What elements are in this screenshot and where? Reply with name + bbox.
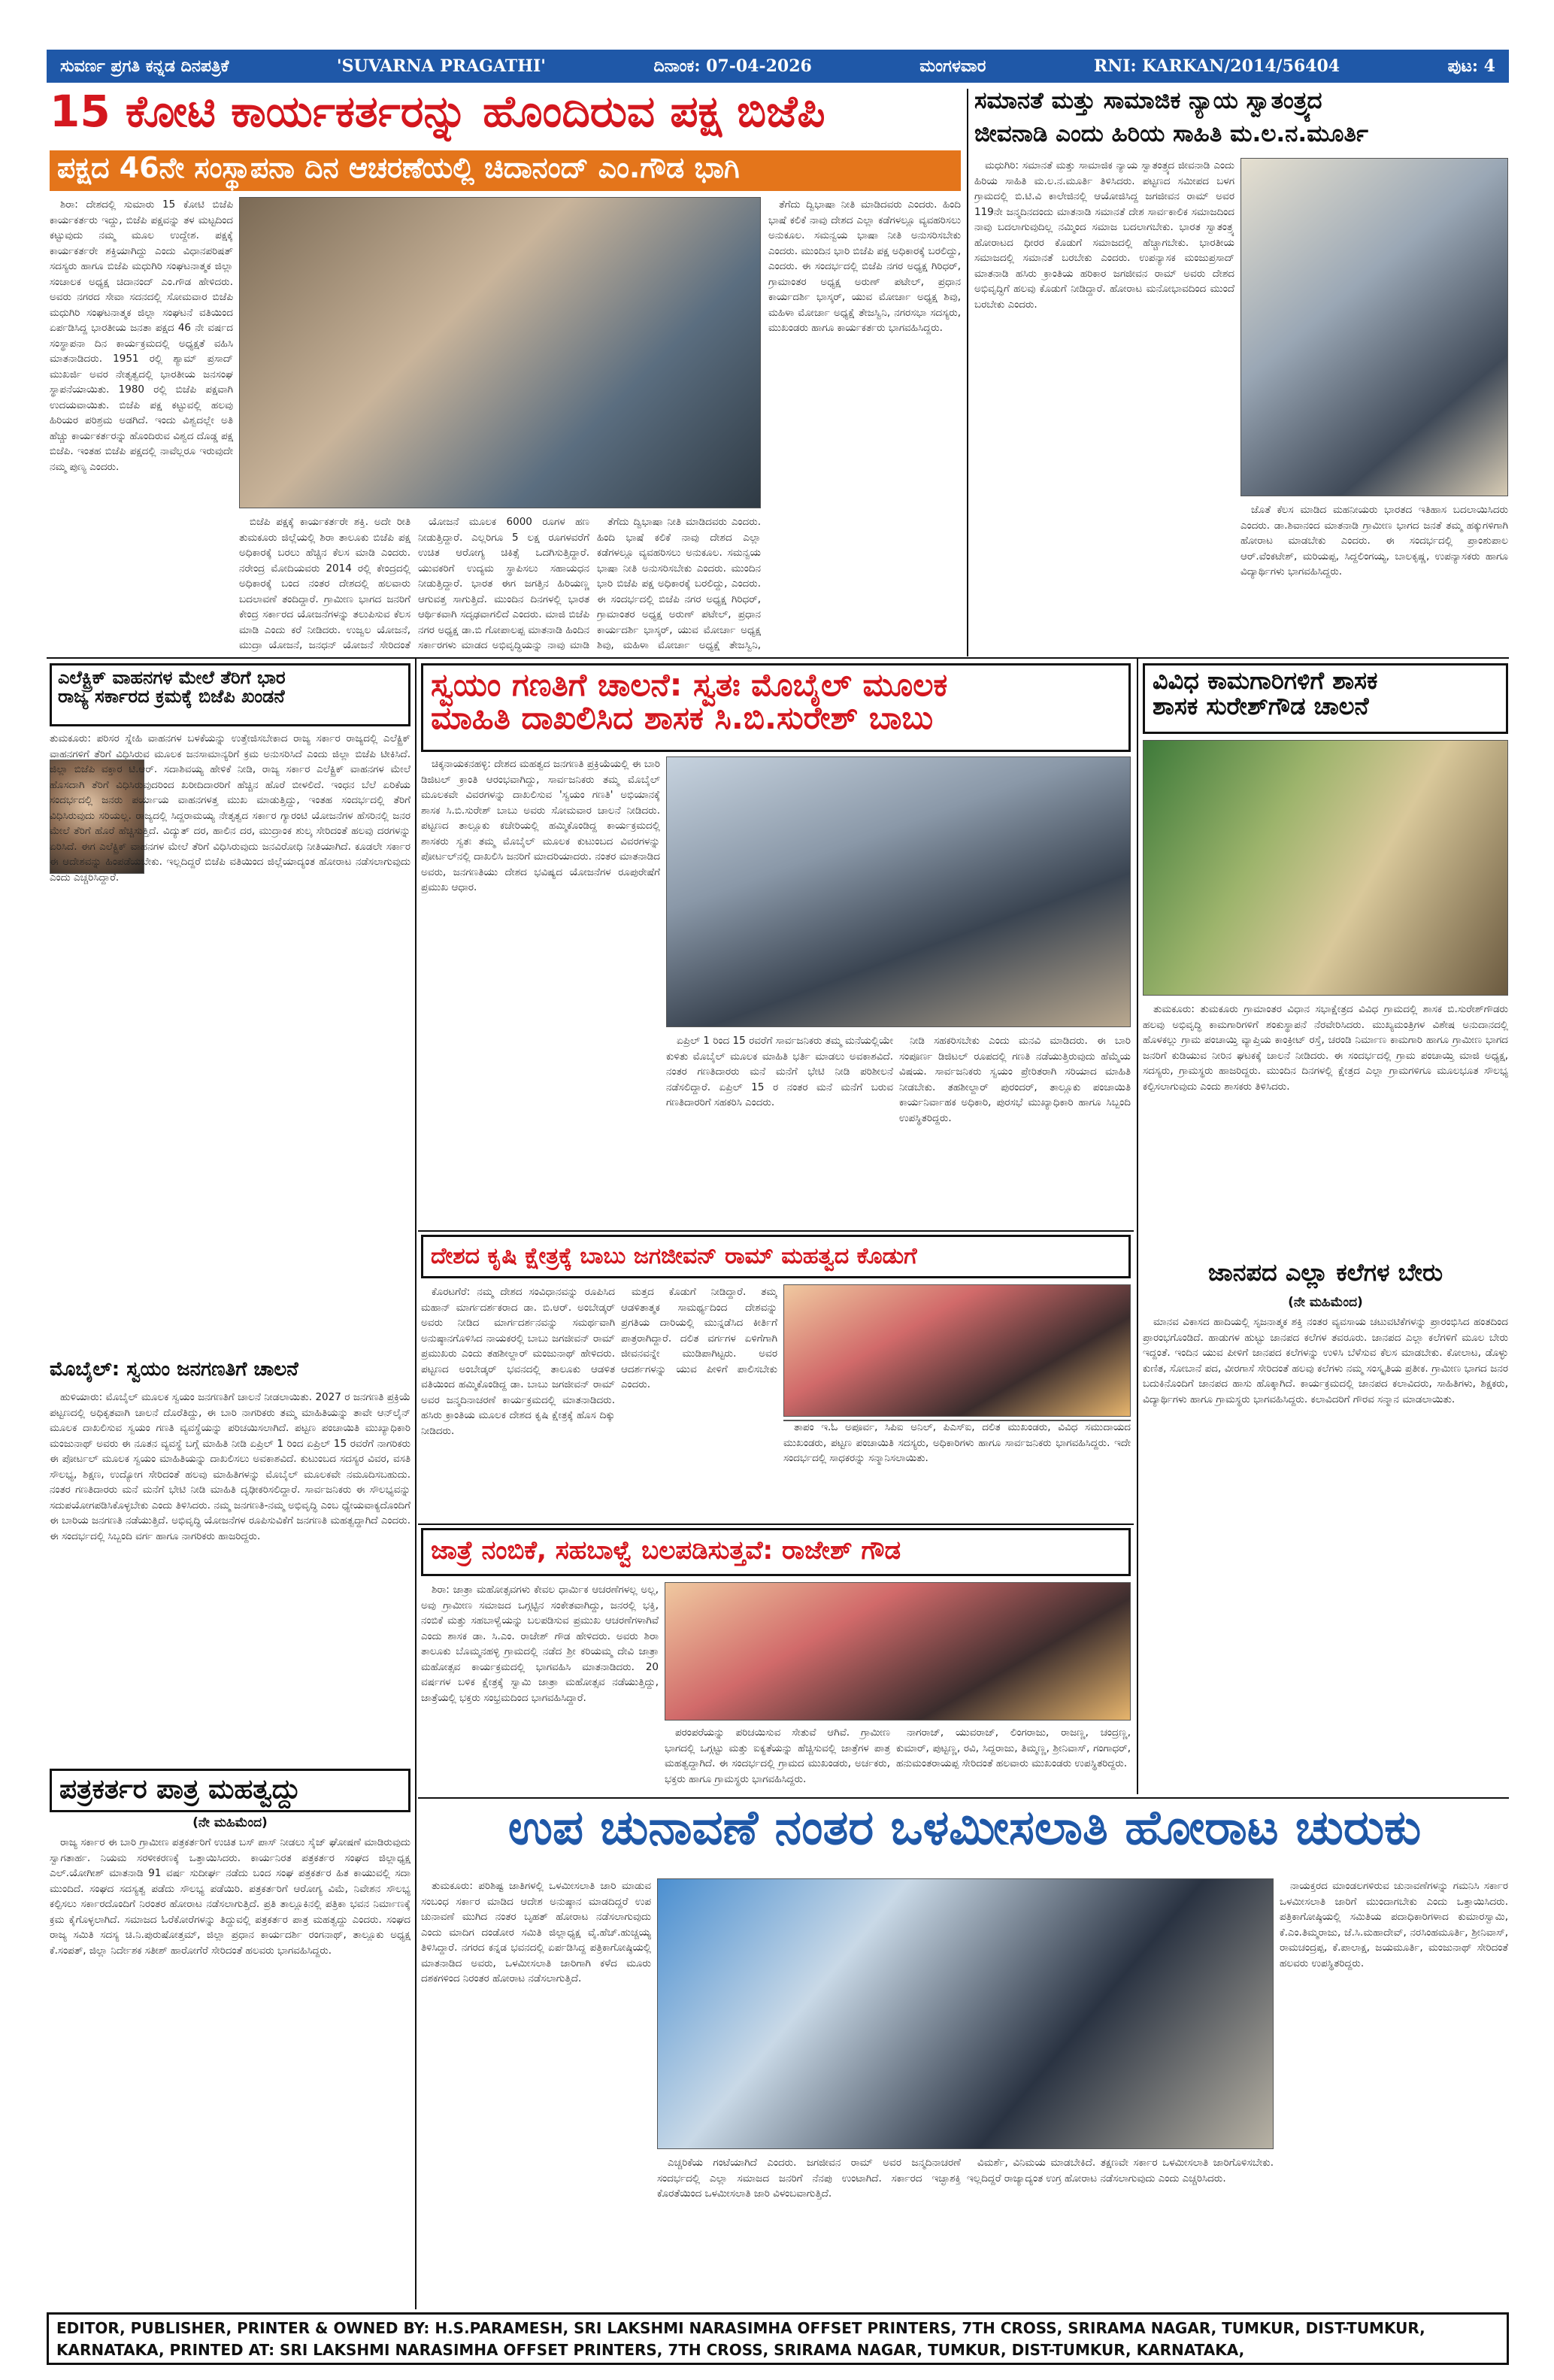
works-headline-line1: ವಿವಿಧ ಕಾಮಗಾರಿಗಳಿಗೆ ಶಾಸಕ <box>1153 666 1378 695</box>
left-rule <box>415 659 417 2309</box>
folk-text: ಮಾನವ ವಿಕಾಸದ ಹಾದಿಯಲ್ಲಿ ಸೃಜನಾತ್ಮಕ ಶಕ್ತಿ ನಂತರ ವ್ಯವಸಾಯ ಚಟುವಟಿಕೆಗಳನ್ನು ಪ್ರಾರಂಭಿಸಿದ ಹಂತದಿಂದ ಪ್ರಾರಂಭಗೊಂಡಿದೆ. ಹಾಡುಗಳ ಹುಟ್ಟು ಜಾನಪದ ಕಲೆಗಳ ತವರೂರು. ಜಾನಪದ ಎಲ್ಲಾ ಕಲೆಗಳಿಗೆ ಮೂಲ ಬೇರು ಇದ್ದಂತೆ. ಇಂದಿನ ಯುವ ಪೀಳಿಗೆ ಜಾನಪದ ಕಲೆಗಳನ್ನು ಉಳಿಸಿ ಬೆಳೆಸುವ ಕೆಲಸ ಮಾಡಬೇಕು. ಕೋಲಾಟ, ಡೊಳ್ಳು ಕುಣಿತ, ಸೋಬಾನೆ ಪದ, ವೀರಗಾಸೆ ಸೇರಿದಂತೆ ಹಲವು ಕಲೆಗಳು ನಮ್ಮ ಸಂಸ್ಕೃತಿಯ ಪ್ರತೀಕ. ಗ್ರಾಮೀಣ ಭಾಗದ ಜನರ ಬದುಕಿನೊಂದಿಗೆ ಜಾನಪದ ಹಾಸು ಹೊಕ್ಕಾಗಿದೆ. ಕಾರ್ಯಕ್ರಮದಲ್ಲಿ ಜಾನಪದ ಕಲಾವಿದರು, ಸಾಹಿತಿಗಳು, ಶಿಕ್ಷಕರು, ವಿದ್ಯಾರ್ಥಿಗಳು ಹಾಗೂ ಗ್ರಾಮಸ್ಥರು ಭಾಗವಹಿಸಿದ್ದರು. ಕಲಾವಿದರಿಗೆ ಗೌರವ ಸನ್ಮಾನ ಮಾಡಲಾಯಿತು. <box>1143 1316 1508 1405</box>
babu-rule <box>418 1230 1134 1232</box>
electric-headline-line2: ರಾಜ್ಯ ಸರ್ಕಾರದ ಕ್ರಮಕ್ಕೆ ಬಿಜೆಪಿ ಖಂಡನೆ <box>58 686 285 708</box>
census-headline <box>421 663 1131 752</box>
rni: RNI: KARKAN/2014/56404 <box>1093 56 1340 76</box>
lead-headline: 15 ಕೋಟಿ ಕಾರ್ಯಕರ್ತರನ್ನು ಹೊಂದಿರುವ ಪಕ್ಷ ಬಿಜೆಪಿ <box>50 89 825 137</box>
electric-headline <box>50 663 410 726</box>
jatre-col2-text: ಪರಂಪರೆಯನ್ನು ಪರಿಚಯಿಸುವ ಸೇತುವೆ ಆಗಿವೆ. ಗ್ರಾಮೀಣ ಭಾಗದಲ್ಲಿ ಒಗ್ಗಟ್ಟು ಮತ್ತು ಐಕ್ಯತೆಯನ್ನು ಹೆಚ್ಚಿಸುವಲ್ಲಿ ಜಾತ್ರೆಗಳ ಪಾತ್ರ ಮಹತ್ವದ್ದಾಗಿದೆ. ಈ ಸಂದರ್ಭದಲ್ಲಿ ಗ್ರಾಮದ ಮುಖಂಡರು, ಅರ್ಚಕರು, ಭಕ್ತರು ಹಾಗೂ ಗ್ರಾಮಸ್ಥರು ಭಾಗವಹಿಸಿದ್ದರು. <box>665 1727 890 1785</box>
works-photo <box>1143 740 1508 996</box>
lead-col4-text: ತೆಗೆದು ದ್ವಿಭಾಷಾ ನೀತಿ ಮಾಡಿದವರು ಎಂದರು. ಹಿಂದಿ ಭಾಷೆ ಕಲಿಕೆ ನಾವು ದೇಶದ ಎಲ್ಲಾ ಕಡೆಗಳಲ್ಲೂ ವ್ಯವಹರಿಸಲು ಅನುಕೂಲ. ಸಮನ್ವಯ ಭಾಷಾ ನೀತಿ ಅನುಸರಿಸಬೇಕು ಎಂದರು. ಮುಂದಿನ ಭಾರಿ ಬಿಜೆಪಿ ಪಕ್ಷ ಅಧಿಕಾರಕ್ಕೆ ಬರಲಿದ್ದು, ಎಂದರು. ಈ ಸಂದರ್ಭದಲ್ಲಿ ಬಿಜೆಪಿ ನಗರ ಅಧ್ಯಕ್ಷ ಗಿರಿಧರ್, ಗ್ರಾಮಾಂತರ ಅಧ್ಯಕ್ಷ ಅರುಣ್ ಪಟೇಲ್, ಪ್ರಧಾನ ಕಾರ್ಯದರ್ಶಿ ಭಾಸ್ಕರ್, ಯುವ ಮೋರ್ಚಾ ಅಧ್ಯಕ್ಷ ಶಿವು, ಮಹಿಳಾ ಮೋರ್ಚಾ ಅಧ್ಯಕ್ಷೆ ತೇಜಸ್ವಿನಿ, <box>597 516 761 651</box>
works-headline-line2: ಶಾಸಕ ಸುರೇಶ್‌ಗೌಡ ಚಾಲನೆ <box>1153 691 1369 720</box>
works-headline <box>1143 663 1508 734</box>
census-headline-line2: ಮಾಹಿತಿ ದಾಖಲಿಸಿದ ಶಾಸಕ ಸಿ.ಬಿ.ಸುರೇಶ್ ಬಾಬು <box>431 699 934 737</box>
babu-photo <box>783 1284 1131 1417</box>
jatre-col3 <box>896 1725 1131 1793</box>
works-body <box>1143 1002 1508 1257</box>
census-photo <box>666 756 1131 1027</box>
electric-headline-line1: ಎಲೆಕ್ಟ್ರಿಕ್ ವಾಹನಗಳ ಮೇಲೆ ತೆರಿಗೆ ಭಾರ <box>58 667 286 688</box>
jatre-col3-text: ನಾಗರಾಜ್, ಯುವರಾಜ್, ಲಿಂಗರಾಜು, ರಾಜಣ್ಣ, ಚಂದ್ರಣ್ಣ, ಕುಮಾರ್, ಪುಟ್ಟಣ್ಣ, ರವಿ, ಸಿದ್ದರಾಜು, ತಿಮ್ಮಣ್ಣ, ಶ್ರೀನಿವಾಸ್, ಗಂಗಾಧರ್, ಹನುಮಂತರಾಯಪ್ಪ ಸೇರಿದಂತೆ ಹಲವಾರು ಮುಖಂಡರು ಉಪಸ್ಥಿತರಿದ್ದರು. <box>896 1727 1131 1769</box>
upa-col4-text: ನಾಯಕ್ತರದ ಮಾಂಡಲಗಳಿರುವ ಚುನಾವಣೆಗಳನ್ನು ಗಮನಿಸಿ ಸರ್ಕಾರ ಒಳಮೀಸಲಾತಿ ಜಾರಿಗೆ ಮುಂದಾಗಬೇಕು ಎಂದು ಒತ್ತಾಯಿಸಿದರು. ಪತ್ರಿಕಾಗೋಷ್ಠಿಯಲ್ಲಿ ಸಮಿತಿಯ ಪದಾಧಿಕಾರಿಗಳಾದ ಕುಮಾರಸ್ವಾಮಿ, ಕೆ.ಎಂ.ತಿಮ್ಮರಾಜು, ಜೆ.ಸಿ.ಮಹಾದೇವ್, ನರಸಿಂಹಮೂರ್ತಿ, ಶ್ರೀನಿವಾಸ್, ರಾಮಚಂದ್ರಪ್ಪ, ಕೆ.ಪಾಲಾಕ್ಷ, ಜಯಮೂರ್ತಿ, ಮಂಜುನಾಥ್ ಸೇರಿದಂತೆ ಹಲವರು ಉಪಸ್ಥಿತರಿದ್ದರು. <box>1280 1880 1508 1969</box>
patrakarta-byline: (ನೇ ಮಹಿಮೆಂದ) <box>192 1815 268 1830</box>
upa-col3-text: ವಿಮರ್ಶೆ, ವಿನಿಮಯ ಮಾಡಬೇಕಿದೆ. ತಕ್ಷಣವೇ ಸರ್ಕಾರ ಒಳಮೀಸಲಾತಿ ಜಾರಿಗೊಳಿಸಬೇಕು. ಇಲ್ಲದಿದ್ದರೆ ರಾಜ್ಯಾದ್ಯಂತ ಉಗ್ರ ಹೋರಾಟ ನಡೆಸಲಾಗುವುದು ಎಂದು ಎಚ್ಚರಿಸಿದರು. <box>967 2157 1274 2184</box>
jatre-col2 <box>665 1725 890 1793</box>
babu-col1 <box>421 1284 615 1519</box>
lead-subheadline: ಪಕ್ಷದ 46ನೇ ಸಂಸ್ಥಾಪನಾ ದಿನ ಆಚರಣೆಯಲ್ಲಿ ಚಿದಾನಂದ್ ಎಂ.ಗೌಡ ಭಾಗಿ <box>50 150 961 191</box>
upa-headline: ಉಪ ಚುನಾವಣೆ ನಂತರ ಒಳಮೀಸಲಾತಿ ಹೋರಾಟ ಚುರುಕು <box>507 1803 1422 1856</box>
mobile-text: ಹುಳಿಯಾರು: ಮೊಬೈಲ್ ಮೂಲಕ ಸ್ವಯಂ ಜನಗಣತಿಗೆ ಚಾಲನೆ ನೀಡಲಾಯಿತು. 2027 ರ ಜನಗಣತಿ ಪ್ರಕ್ರಿಯೆ ಪಟ್ಟಣದಲ್ಲಿ ಅಧಿಕೃತವಾಗಿ ಚಾಲನೆ ದೊರೆತಿದ್ದು, ಈ ಬಾರಿ ನಾಗರಿಕರು ತಮ್ಮ ಮಾಹಿತಿಯನ್ನು ತಾವೇ ಆನ್‌ಲೈನ್ ಮೂಲಕ ದಾಖಲಿಸುವ ಸ್ವಯಂ ಗಣತಿ ವ್ಯವಸ್ಥೆಯನ್ನು ಪರಿಚಯಿಸಲಾಗಿದೆ. ಪಟ್ಟಣ ಪಂಚಾಯಿತಿ ಮುಖ್ಯಾಧಿಕಾರಿ ಮಂಜುನಾಥ್ ಅವರು ಈ ನೂತನ ವ್ಯವಸ್ಥೆ ಬಗ್ಗೆ ಮಾಹಿತಿ ನೀಡಿ ಏಪ್ರಿಲ್ 1 ರಿಂದ ಏಪ್ರಿಲ್ 15 ರವರೆಗೆ ನಾಗರಿಕರು ಈ ಪೋರ್ಟಲ್ ಮೂಲಕ ಸ್ವಯಂ ಮಾಹಿತಿಯನ್ನು ದಾಖಲಿಸಲು ಅವಕಾಶವಿದೆ. ಕುಟುಂಬದ ಸದಸ್ಯರ ವಿವರ, ವಸತಿ ಸೌಲಭ್ಯ, ಶಿಕ್ಷಣ, ಉದ್ಯೋಗ ಸೇರಿದಂತೆ ಹಲವು ಮಾಹಿತಿಗಳನ್ನು ಮೊಬೈಲ್ ಮೂಲಕವೇ ನಮೂದಿಸಬಹುದು. ನಂತರ ಗಣತಿದಾರರು ಮನೆ ಮನೆಗೆ ಭೇಟಿ ನೀಡಿ ಮಾಹಿತಿ ದೃಢೀಕರಿಸಲಿದ್ದಾರೆ. ಸಾರ್ವಜನಿಕರು ಈ ಸೌಲಭ್ಯವನ್ನು ಸದುಪಯೋಗಪಡಿಸಿಕೊಳ್ಳಬೇಕು ಎಂದು ತಿಳಿಸಿದರು. ನಮ್ಮ ಜನಗಣತಿ-ನಮ್ಮ ಅಭಿವೃದ್ಧಿ ಎಂಬ ಧ್ಯೇಯವಾಕ್ಯದೊಂದಿಗೆ ಈ ಬಾರಿಯ ಜನಗಣತಿ ನಡೆಯುತ್ತಿದೆ. ಅಭಿವೃದ್ಧಿ ಯೋಜನೆಗಳ ರೂಪಿಸುವಿಕೆಗೆ ಜನಗಣತಿ ಮಹತ್ವದ್ದಾಗಿದೆ ಎಂದರು. ಈ ಸಂದರ್ಭದಲ್ಲಿ ಸಿಬ್ಬಂದಿ ವರ್ಗ ಹಾಗೂ ನಾಗರಿಕರು ಹಾಜರಿದ್ದರು. <box>50 1391 410 1542</box>
lead-col3-text: ಯೋಜನೆ ಮೂಲಕ 6000 ರೂಗಳ ಹಣ ನೀಡುತ್ತಿದ್ದಾರೆ. ಎಲ್ಲರಿಗೂ 5 ಲಕ್ಷ ರೂಗಳವರೆಗೆ ಉಚಿತ ಆರೋಗ್ಯ ಚಿಕಿತ್ಸೆ ಒದಗಿಸುತ್ತಿದ್ದಾರೆ. ಯುವಕರಿಗೆ ಉದ್ಯಮ ಸ್ಥಾಪಿಸಲು ಸಹಾಯಧನ ನೀಡುತ್ತಿದ್ದಾರೆ. ಭಾರತ ಈಗ ಜಗತ್ತಿನ ಹಿರಿಯಣ್ಣ ಆಗುವತ್ತ ಸಾಗುತ್ತಿದೆ. ಮುಂದಿನ ದಿನಗಳಲ್ಲಿ ಭಾರತ ಆರ್ಥಿಕವಾಗಿ ಸದೃಢವಾಗಲಿದೆ ಎಂದರು. ಮಾಜಿ ಬಿಜೆಪಿ ನಗರ ಅಧ್ಯಕ್ಷ ಡಾ.ಬಿ ಗೋಪಾಲಪ್ಪ ಮಾತನಾಡಿ ಹಿಂದಿನ ಸರ್ಕಾರಗಳು ಮಾಡದ ಅಭಿವೃದ್ಧಿಯನ್ನು ನಾವು ಮಾಡಿ <box>418 516 589 651</box>
lead-col5-text: ತೆಗೆದು ದ್ವಿಭಾಷಾ ನೀತಿ ಮಾಡಿದವರು ಎಂದರು. ಹಿಂದಿ ಭಾಷೆ ಕಲಿಕೆ ನಾವು ದೇಶದ ಎಲ್ಲಾ ಕಡೆಗಳಲ್ಲೂ ವ್ಯವಹರಿಸಲು ಅನುಕೂಲ. ಸಮನ್ವಯ ಭಾಷಾ ನೀತಿ ಅನುಸರಿಸಬೇಕು ಎಂದರು. ಮುಂದಿನ ಭಾರಿ ಬಿಜೆಪಿ ಪಕ್ಷ ಅಧಿಕಾರಕ್ಕೆ ಬರಲಿದ್ದು, ಎಂದರು. ಈ ಸಂದರ್ಭದಲ್ಲಿ ಬಿಜೆಪಿ ನಗರ ಅಧ್ಯಕ್ಷ ಗಿರಿಧರ್, ಗ್ರಾಮಾಂತರ ಅಧ್ಯಕ್ಷ ಅರುಣ್ ಪಟೇಲ್, ಪ್ರಧಾನ ಕಾರ್ಯದರ್ಶಿ ಭಾಸ್ಕರ್, ಯುವ ಮೋರ್ಚಾ ಅಧ್ಯಕ್ಷ ಶಿವು, ಮಹಿಳಾ ಮೋರ್ಚಾ ಅಧ್ಯಕ್ಷೆ ತೇಜಸ್ವಿನಿ, ನಗರಸಭಾ ಸದಸ್ಯರು, ಮುಖಂಡರು ಹಾಗೂ ಕಾರ್ಯಕರ್ತರು ಭಾಗವಹಿಸಿದ್ದರು. <box>768 199 961 334</box>
electric-text: ತುಮಕೂರು: ಪರಿಸರ ಸ್ನೇಹಿ ವಾಹನಗಳ ಬಳಕೆಯನ್ನು ಉತ್ತೇಜಿಸಬೇಕಾದ ರಾಜ್ಯ ಸರ್ಕಾರ ರಾಜ್ಯದಲ್ಲಿ ಎಲೆಕ್ಟ್ರಿಕ್ ವಾಹನಗಳಿಗೆ ತೆರಿಗೆ ವಿಧಿಸಿರುವ ಮೂಲಕ ಜನಸಾಮಾನ್ಯರಿಗೆ ಕ್ರಮ ಅನುಸರಿಸಿದೆ ಎಂದು ಜಿಲ್ಲಾ ಬಿಜೆಪಿ ಟೀಕಿಸಿದೆ. ಜಿಲ್ಲಾ ಬಿಜೆಪಿ ವಕ್ತಾರ ಟಿ.ಆರ್. ಸದಾಶಿವಯ್ಯ ಹೇಳಿಕೆ ನೀಡಿ, ರಾಜ್ಯ ಸರ್ಕಾರ ಎಲೆಕ್ಟ್ರಿಕ್ ವಾಹನಗಳ ಮೇಲೆ ಹೊಸದಾಗಿ ತೆರಿಗೆ ವಿಧಿಸಿರುವುದರಿಂದ ಖರೀದಿದಾರರಿಗೆ ಹೆಚ್ಚಿನ ಹೊರೆ ಬೀಳಲಿದೆ. ಇಂಧನ ಬೆಲೆ ಏರಿಕೆಯ ಸಂದರ್ಭದಲ್ಲಿ ಜನರು ಪರ್ಯಾಯ ವಾಹನಗಳತ್ತ ಮುಖ ಮಾಡುತ್ತಿದ್ದು, ಇಂತಹ ಸಂದರ್ಭದಲ್ಲಿ ತೆರಿಗೆ ವಿಧಿಸಿರುವುದು ಸರಿಯಲ್ಲ. ರಾಜ್ಯದಲ್ಲಿ ಸಿದ್ದರಾಮಯ್ಯ ನೇತೃತ್ವದ ಸರ್ಕಾರ ಗ್ಯಾರಂಟಿ ಯೋಜನೆಗಳ ಹೆಸರಿನಲ್ಲಿ ಜನರ ಮೇಲೆ ತೆರಿಗೆ ಹೊರೆ ಹೆಚ್ಚಿಸುತ್ತಿದೆ. ವಿದ್ಯುತ್ ದರ, ಹಾಲಿನ ದರ, ಮುದ್ರಾಂಕ ಶುಲ್ಕ ಸೇರಿದಂತೆ ಹಲವು ದರಗಳನ್ನು ಏರಿಸಿದೆ. ಈಗ ಎಲೆಕ್ಟ್ರಿಕ್ ವಾಹನಗಳ ಮೇಲೆ ತೆರಿಗೆ ವಿಧಿಸಿರುವುದು ಜನವಿರೋಧಿ ನೀತಿಯಾಗಿದೆ. ಕೂಡಲೇ ಸರ್ಕಾರ ಈ ಆದೇಶವನ್ನು ಹಿಂಪಡೆಯಬೇಕು. ಇಲ್ಲದಿದ್ದರೆ ಬಿಜೆಪಿ ವತಿಯಿಂದ ಜಿಲ್ಲೆಯಾದ್ಯಂತ ಹೋರಾಟ ನಡೆಸಲಾಗುವುದು ಎಂದು ಎಚ್ಚರಿಸಿದ್ದಾರೆ. <box>50 732 410 884</box>
samanate-col2 <box>1240 502 1508 654</box>
upa-rule <box>418 1797 1509 1799</box>
mobile-headline: ಮೊಬೈಲ್: ಸ್ವಯಂ ಜನಗಣತಿಗೆ ಚಾಲನೆ <box>50 1360 298 1381</box>
babu-col3 <box>783 1420 1131 1519</box>
babu-headline: ದೇಶದ ಕೃಷಿ ಕ್ಷೇತ್ರಕ್ಕೆ ಬಾಬು ಜಗಜೀವನ್ ರಾಮ್ ಮಹತ್ವದ ಕೊಡುಗೆ <box>421 1235 1131 1278</box>
samanate-col1 <box>974 158 1234 654</box>
jatre-rule <box>418 1524 1134 1525</box>
lead-col4 <box>597 514 761 653</box>
lead-col3 <box>418 514 589 653</box>
jatre-headline: ಜಾತ್ರೆ ನಂಬಿಕೆ, ಸಹಬಾಳ್ವೆ ಬಲಪಡಿಸುತ್ತವೆ: ರಾಜೇಶ್ ಗೌಡ <box>421 1528 1131 1576</box>
census-col2 <box>666 1033 893 1226</box>
babu-col3-text: ತಾಪಂ ಇ.ಓ ಅಪೂರ್ವ, ಸಿಪಿಐ ಅನಿಲ್, ಪಿಎಸ್‌ಐ, ದಲಿತ ಮುಖಂಡರು, ವಿವಿಧ ಸಮುದಾಯದ ಮುಖಂಡರು, ಪಟ್ಟಣ ಪಂಚಾಯಿತಿ ಸದಸ್ಯರು, ಅಧಿಕಾರಿಗಳು ಹಾಗೂ ಸಾರ್ವಜನಿಕರು ಭಾಗವಹಿಸಿದ್ದರು. ಇದೇ ಸಂದರ್ಭದಲ್ಲಿ ಸಾಧಕರನ್ನು ಸನ್ಮಾನಿಸಲಾಯಿತು. <box>783 1421 1131 1464</box>
lead-col2 <box>239 514 410 653</box>
census-col3 <box>899 1033 1131 1226</box>
masthead <box>47 50 1509 83</box>
upa-col2 <box>657 2155 961 2307</box>
imprint-footer: EDITOR, PUBLISHER, PRINTER & OWNED BY: H.S.PARAMESH, SRI LAKSHMI NARASIMHA OFFSET PRINTERS, 7TH CROSS, SRIRAMA NAGAR, TUMKUR, DIST-TUMKUR, KARNATAKA, PRINTED AT: SRI LAKSHMI NARASIMHA OFFSET PRINTERS, 7TH CROSS, SRIRAMA NAGAR, TUMKUR, DIST-TUMKUR, KARNATAKA, <box>47 2312 1509 2365</box>
upa-photo <box>657 1878 1274 2149</box>
page-number: ಪುಟ: 4 <box>1447 56 1495 76</box>
jatre-photo <box>665 1582 1131 1721</box>
paper-name: ಸುವರ್ಣ ಪ್ರಗತಿ ಕನ್ನಡ ದಿನಪತ್ರಿಕೆ <box>60 56 229 76</box>
lead-col1-text: ಶಿರಾ: ದೇಶದಲ್ಲಿ ಸುಮಾರು 15 ಕೋಟಿ ಬಿಜೆಪಿ ಕಾರ್ಯಕರ್ತರು ಇದ್ದು, ಬಿಜೆಪಿ ಪಕ್ಷವನ್ನು ತಳ ಮಟ್ಟದಿಂದ ಕಟ್ಟುವುದು ನಮ್ಮ ಮೂಲ ಉದ್ದೇಶ. ಪಕ್ಷಕ್ಕೆ ಕಾರ್ಯಕರ್ತರೇ ಶಕ್ತಿಯಾಗಿದ್ದು ಎಂದು ವಿಧಾನಪರಿಷತ್ ಸದಸ್ಯರು ಹಾಗೂ ಬಿಜೆಪಿ ಮಧುಗಿರಿ ಸಂಘಟನಾತ್ಮಕ ಜಿಲ್ಲಾ ಸಂಚಾಲಕ ಅಧ್ಯಕ್ಷ ಚಿದಾನಂದ್ ಎಂ.ಗೌಡ ಹೇಳಿದರು. ಅವರು ನಗರದ ಸೇವಾ ಸದನದಲ್ಲಿ ಸೋಮವಾರ ಬಿಜೆಪಿ ಮಧುಗಿರಿ ಸಂಘಟನಾತ್ಮಕ ಜಿಲ್ಲಾ ಸಂಘಟನೆ ವತಿಯಿಂದ ಏರ್ಪಡಿಸಿದ್ದ ಭಾರತೀಯ ಜನತಾ ಪಕ್ಷದ 46 ನೇ ವರ್ಷದ ಸಂಸ್ಥಾಪನಾ ದಿನ ಕಾರ್ಯಕ್ರಮದಲ್ಲಿ ಅಧ್ಯಕ್ಷತೆ ವಹಿಸಿ ಮಾತನಾಡಿದರು. 1951 ರಲ್ಲಿ ಶ್ಯಾಮ್ ಪ್ರಸಾದ್ ಮುಖರ್ಜಿ ಅವರ ನೇತೃತ್ವದಲ್ಲಿ ಭಾರತೀಯ ಜನಸಂಘ ಸ್ಥಾಪನೆಯಾಯಿತು. 1980 ರಲ್ಲಿ ಬಿಜೆಪಿ ಪಕ್ಷವಾಗಿ ಉದಯವಾಯಿತು. ಬಿಜೆಪಿ ಪಕ್ಷ ಕಟ್ಟುವಲ್ಲಿ ಹಲವು ಹಿರಿಯರ ಪರಿಶ್ರಮ ಅಡಗಿದೆ. ಇಂದು ವಿಶ್ವದಲ್ಲೇ ಅತಿ ಹೆಚ್ಚು ಕಾರ್ಯಕರ್ತರನ್ನು ಹೊಂದಿರುವ ವಿಶ್ವದ ದೊಡ್ಡ ಪಕ್ಷ ಬಿಜೆಪಿ. ಇಂತಹ ಬಿಜೆಪಿ ಪಕ್ಷದಲ್ಲಿ ನಾವೆಲ್ಲರೂ ಇರುವುದೇ ನಮ್ಮ ಪುಣ್ಯ ಎಂದರು. <box>50 199 233 473</box>
electric-body <box>50 731 410 1355</box>
folk-byline: (ನೇ ಮಹಿಮೆಂದ) <box>1288 1295 1363 1310</box>
mid-rule <box>1137 659 1138 1794</box>
lead-col1 <box>50 197 233 653</box>
upa-col1 <box>421 1878 651 2307</box>
babu-col2 <box>621 1284 777 1474</box>
patrakarta-text: ರಾಜ್ಯ ಸರ್ಕಾರ ಈ ಬಾರಿ ಗ್ರಾಮೀಣ ಪತ್ರಕರ್ತರಿಗೆ ಉಚಿತ ಬಸ್ ಪಾಸ್ ನೀಡಲು ಸೈಜ್ ಘೋಷಣೆ ಮಾಡಿರುವುದು ಸ್ವಾಗತಾರ್ಹ. ನಿಯಮ ಸರಳೀಕರಣಕ್ಕೆ ಒತ್ತಾಯಿಸಿದರು. ಕಾರ್ಯನಿರತ ಪತ್ರಕರ್ತರ ಸಂಘದ ಜಿಲ್ಲಾಧ್ಯಕ್ಷ ಎಲ್.ಯೋಗೀಶ್ ಮಾತನಾಡಿ 91 ವರ್ಷ ಸುದೀರ್ಘ ನಡೆದು ಬಂದ ಸಂಘ ಪತ್ರಕರ್ತರ ಹಿತ ಕಾಯುವಲ್ಲಿ ಸದಾ ಮುಂದಿದೆ. ಸಂಘದ ಸದಸ್ಯತ್ವ ಪಡೆದು ಸೌಲಭ್ಯ ಪಡೆಯಿರಿ. ಪತ್ರಕರ್ತರಿಗೆ ಆರೋಗ್ಯ ವಿಮೆ, ನಿವೇಶನ ಸೌಲಭ್ಯ ಕಲ್ಪಿಸಲು ಸರ್ಕಾರದೊಂದಿಗೆ ನಿರಂತರ ಹೋರಾಟ ನಡೆಸಲಾಗುತ್ತಿದೆ. ಪ್ರತಿ ತಾಲ್ಲೂಕಿನಲ್ಲಿ ಪತ್ರಿಕಾ ಭವನ ನಿರ್ಮಾಣಕ್ಕೆ ಕ್ರಮ ಕೈಗೊಳ್ಳಲಾಗಿದೆ. ಸಮಾಜದ ಓರೆಕೋರೆಗಳನ್ನು ತಿದ್ದುವಲ್ಲಿ ಪತ್ರಕರ್ತರ ಪಾತ್ರ ಮಹತ್ವದ್ದು ಎಂದರು. ಸಂಘದ ರಾಜ್ಯ ಸಮಿತಿ ಸದಸ್ಯ ಚಿ.ನಿ.ಪುರುಷೋತ್ತಮ್, ಜಿಲ್ಲಾ ಪ್ರಧಾನ ಕಾರ್ಯದರ್ಶಿ ರಂಗನಾಥ್, ತಾಲ್ಲೂಕು ಅಧ್ಯಕ್ಷ ಕೆ.ಸಂಪತ್, ಜಿಲ್ಲಾ ನಿರ್ದೇಶಕ ಸತೀಶ್ ಹಾರೋಗೆರೆ ಸೇರಿದಂತೆ ಹಲವರು ಭಾಗವಹಿಸಿದ್ದರು. <box>50 1836 410 1957</box>
patrakarta-body <box>50 1835 410 2305</box>
patrakarta-headline: ಪತ್ರಕರ್ತರ ಪಾತ್ರ ಮಹತ್ವದ್ದು <box>50 1769 410 1812</box>
english-name: 'SUVARNA PRAGATHI' <box>336 56 546 76</box>
samanate-col1-text: ಮಧುಗಿರಿ: ಸಮಾನತೆ ಮತ್ತು ಸಾಮಾಜಿಕ ನ್ಯಾಯ ಸ್ವಾತಂತ್ರ್ಯದ ಜೀವನಾಡಿ ಎಂದು ಹಿರಿಯ ಸಾಹಿತಿ ಮ.ಲ.ನ.ಮೂರ್ತಿ ತಿಳಿಸಿದರು. ಪಟ್ಟಣದ ಸಮೀಪದ ಬಳಗ ಗ್ರಾಮದಲ್ಲಿ ಬಿ.ಟಿ.ವಿ ಕಾಲೇಜಿನಲ್ಲಿ ಆಯೋಜಿಸಿದ್ದ ಜಗಜೀವನ ರಾಮ್ ಅವರ 119ನೇ ಜನ್ಮದಿನದಂದು ಮಾತನಾಡಿ ಸಮಾನತೆ ದೇಶ ಸಾರ್ವಕಾಲಿಕ ಸಮಾಜದಿಂದ ನಾವು ಬದಲಾಗುವುದಿಲ್ಲ ನಮ್ಮಿಂದ ಸಮಾಜ ಬದಲಾಗಬೇಕು. ಭಾರತ ಸ್ವಾತಂತ್ರ್ಯ ಹೋರಾಟದ ಧೀರರ ಕೊಡುಗೆ ಸಮಾಜದಲ್ಲಿ ಹೆಚ್ಚಾಗಬೇಕು. ಭಾರತೀಯ ಸಮಾಜದಲ್ಲಿ ಸಮಾನತೆ ಬರಬೇಕು ಎಂದರು. ಉಪನ್ಯಾಸಕ ಮಂಜುಪ್ರಸಾದ್ ಮಾತನಾಡಿ ಹಸಿರು ಕ್ರಾಂತಿಯ ಹರಿಕಾರ ಜಗಜೀವನ ರಾಮ್ ಅವರು ದೇಶದ ಅಭಿವೃದ್ಧಿಗೆ ಹಲವು ಕೊಡುಗೆ ನೀಡಿದ್ದಾರೆ. ಹೋರಾಟ ಮನೋಭಾವದಿಂದ ಮುಂದೆ ಬರಬೇಕು ಎಂದರು. <box>974 159 1234 311</box>
column-rule <box>967 89 968 656</box>
upa-col2-text: ಎಚ್ಚರಿಕೆಯ ಗಂಟೆಯಾಗಿದೆ ಎಂದರು. ಜಗಜೀವನ ರಾಮ್ ಅವರ ಜನ್ಮದಿನಾಚರಣೆ ಸಂದರ್ಭದಲ್ಲಿ ಎಲ್ಲಾ ಸಮಾಜದ ಜನರಿಗೆ ನೆನಪು ಉಂಟಾಗಿದೆ. ಸರ್ಕಾರದ ಇಚ್ಛಾಶಕ್ತಿ ಕೊರತೆಯಿಂದ ಒಳಮೀಸಲಾತಿ ಜಾರಿ ವಿಳಂಬವಾಗುತ್ತಿದೆ. <box>657 2157 961 2200</box>
date: ದಿನಾಂಕ: 07-04-2026 <box>653 56 812 76</box>
census-col1-text: ಚಿಕ್ಕನಾಯಕನಹಳ್ಳಿ: ದೇಶದ ಮಹತ್ವದ ಜನಗಣತಿ ಪ್ರಕ್ರಿಯೆಯಲ್ಲಿ ಈ ಬಾರಿ ಡಿಜಿಟಲ್ ಕ್ರಾಂತಿ ಆರಂಭವಾಗಿದ್ದು, ಸಾರ್ವಜನಿಕರು ತಮ್ಮ ಮೊಬೈಲ್ ಮೂಲಕವೇ ವಿವರಗಳನ್ನು ದಾಖಲಿಸುವ 'ಸ್ವಯಂ ಗಣತಿ' ಅಭಿಯಾನಕ್ಕೆ ಶಾಸಕ ಸಿ.ಬಿ.ಸುರೇಶ್ ಬಾಬು ಅವರು ಸೋಮವಾರ ಚಾಲನೆ ನೀಡಿದರು. ಪಟ್ಟಣದ ತಾಲ್ಲೂಕು ಕಚೇರಿಯಲ್ಲಿ ಹಮ್ಮಿಕೊಂಡಿದ್ದ ಕಾರ್ಯಕ್ರಮದಲ್ಲಿ ಶಾಸಕರು ಸ್ವತಃ ತಮ್ಮ ಮೊಬೈಲ್ ಮೂಲಕ ಕುಟುಂಬದ ವಿವರಗಳನ್ನು ಪೋರ್ಟಲ್‌ನಲ್ಲಿ ದಾಖಲಿಸಿ ಜನರಿಗೆ ಮಾದರಿಯಾದರು. ನಂತರ ಮಾತನಾಡಿದ ಅವರು, ಜನಗಣತಿಯು ದೇಶದ ಭವಿಷ್ಯದ ಯೋಜನೆಗಳ ರೂಪುರೇಷೆಗೆ ಪ್ರಮುಖ ಆಧಾರ. <box>421 758 660 893</box>
census-col1 <box>421 756 660 1226</box>
samanate-headline-2: ಜೀವನಾಡಿ ಎಂದು ಹಿರಿಯ ಸಾಹಿತಿ ಮ.ಲ.ನ.ಮೂರ್ತಿ <box>974 122 1368 147</box>
weekday: ಮಂಗಳವಾರ <box>919 56 986 76</box>
babu-col2-text: ಮತ್ತದ ಕೊಡುಗೆ ನೀಡಿದ್ದಾರೆ. ತಮ್ಮ ಆಡಳಿತಾತ್ಮಕ ಸಾಮರ್ಥ್ಯದಿಂದ ದೇಶವನ್ನು ಪ್ರಗತಿಯ ದಾರಿಯಲ್ಲಿ ಮುನ್ನಡೆಸಿದ ಕೀರ್ತಿಗೆ ಪಾತ್ರರಾಗಿದ್ದಾರೆ. ದಲಿತ ವರ್ಗಗಳ ಏಳಿಗೆಗಾಗಿ ಜೀವನವನ್ನೇ ಮುಡಿಪಾಗಿಟ್ಟರು. ಅವರ ಆದರ್ಶಗಳನ್ನು ಯುವ ಪೀಳಿಗೆ ಪಾಲಿಸಬೇಕು ಎಂದರು. <box>621 1286 777 1390</box>
census-headline-line1: ಸ್ವಯಂ ಗಣತಿಗೆ ಚಾಲನೆ: ಸ್ವತಃ ಮೊಬೈಲ್ ಮೂಲಕ <box>431 666 948 703</box>
babu-col1-text: ಕೊರಟಗೆರೆ: ನಮ್ಮ ದೇಶದ ಸಂವಿಧಾನವನ್ನು ರೂಪಿಸಿದ ಮಹಾನ್ ಮಾರ್ಗದರ್ಶಕರಾದ ಡಾ. ಬಿ.ಆರ್. ಅಂಬೇಡ್ಕರ್ ಅವರು ನೀಡಿದ ಮಾರ್ಗದರ್ಶನವನ್ನು ಸಮರ್ಥವಾಗಿ ಅನುಷ್ಠಾನಗೊಳಿಸಿದ ನಾಯಕರಲ್ಲಿ ಬಾಬು ಜಗಜೀವನ್ ರಾಮ್ ಪ್ರಮುಖರು ಎಂದು ತಹಶೀಲ್ದಾರ್ ಮಂಜುನಾಥ್ ಹೇಳಿದರು. ಪಟ್ಟಣದ ಅಂಬೇಡ್ಕರ್ ಭವನದಲ್ಲಿ ತಾಲೂಕು ಆಡಳಿತ ವತಿಯಿಂದ ಹಮ್ಮಿಕೊಂಡಿದ್ದ ಡಾ. ಬಾಬು ಜಗಜೀವನ್ ರಾಮ್ ಅವರ ಜನ್ಮದಿನಾಚರಣೆ ಕಾರ್ಯಕ್ರಮದಲ್ಲಿ ಮಾತನಾಡಿದರು. ಹಸಿರು ಕ್ರಾಂತಿಯ ಮೂಲಕ ದೇಶದ ಕೃಷಿ ಕ್ಷೇತ್ರಕ್ಕೆ ಹೊಸ ದಿಕ್ಕು ನೀಡಿದರು. <box>421 1286 615 1437</box>
upa-col1-text: ತುಮಕೂರು: ಪರಿಶಿಷ್ಟ ಜಾತಿಗಳಲ್ಲಿ ಒಳಮೀಸಲಾತಿ ಜಾರಿ ಮಾಡುವ ಸಂಬಂಧ ಸರ್ಕಾರ ಮಾಡಿದ ಆದೇಶ ಅನುಷ್ಠಾನ ಮಾಡದಿದ್ದರೆ ಉಪ ಚುನಾವಣೆ ಮುಗಿದ ನಂತರ ಬೃಹತ್ ಹೋರಾಟ ನಡೆಸಲಾಗುವುದು ಎಂದು ಮಾದಿಗ ದಂಡೋರ ಸಮಿತಿ ಜಿಲ್ಲಾಧ್ಯಕ್ಷ ವೈ.ಹೆಚ್.ಹುಚ್ಚಯ್ಯ ತಿಳಿಸಿದ್ದಾರೆ. ನಗರದ ಕನ್ನಡ ಭವನದಲ್ಲಿ ಏರ್ಪಡಿಸಿದ್ದ ಪತ್ರಿಕಾಗೋಷ್ಠಿಯಲ್ಲಿ ಮಾತನಾಡಿದ ಅವರು, ಒಳಮೀಸಲಾತಿ ಜಾರಿಗಾಗಿ ಕಳೆದ ಮೂರು ದಶಕಗಳಿಂದ ನಿರಂತರ ಹೋರಾಟ ನಡೆಸಲಾಗುತ್ತಿದೆ. <box>421 1880 651 1984</box>
samanate-headline-1: ಸಮಾನತೆ ಮತ್ತು ಸಾಮಾಜಿಕ ನ್ಯಾಯ ಸ್ವಾತಂತ್ರ್ಯದ <box>974 89 1322 114</box>
census-col2-text: ಏಪ್ರಿಲ್ 1 ರಿಂದ 15 ರವರೆಗೆ ಸಾರ್ವಜನಿಕರು ತಮ್ಮ ಮನೆಯಲ್ಲಿಯೇ ಕುಳಿತು ಮೊಬೈಲ್ ಮೂಲಕ ಮಾಹಿತಿ ಭರ್ತಿ ಮಾಡಲು ಅವಕಾಶವಿದೆ. ನಂತರ ಗಣತಿದಾರರು ಮನೆ ಮನೆಗೆ ಭೇಟಿ ನೀಡಿ ಪರಿಶೀಲನೆ ನಡೆಸಲಿದ್ದಾರೆ. ಏಪ್ರಿಲ್ 15 ರ ನಂತರ ಮನೆ ಮನೆಗೆ ಬರುವ ಗಣತಿದಾರರಿಗೆ ಸಹಕರಿಸಿ ಎಂದರು. <box>666 1035 893 1108</box>
folk-headline: ಜಾನಪದ ಎಲ್ಲಾ ಕಲೆಗಳ ಬೇರು <box>1207 1260 1443 1287</box>
works-text: ತುಮಕೂರು: ತುಮಕೂರು ಗ್ರಾಮಾಂತರ ವಿಧಾನ ಸಭಾಕ್ಷೇತ್ರದ ವಿವಿಧ ಗ್ರಾಮದಲ್ಲಿ ಶಾಸಕ ಬಿ.ಸುರೇಶ್‌ಗೌಡರು ಹಲವು ಅಭಿವೃದ್ಧಿ ಕಾಮಗಾರಿಗಳಿಗೆ ಶಂಕುಸ್ಥಾಪನೆ ನೆರವೇರಿಸಿದರು. ಮುಖ್ಯಮಂತ್ರಿಗಳ ವಿಶೇಷ ಅನುದಾನದಲ್ಲಿ ಹೊಳಕಲ್ಲು ಗ್ರಾಮ ಪಂಚಾಯ್ತಿ ವ್ಯಾಪ್ತಿಯ ಕಾಂಕ್ರೀಟ್ ರಸ್ತೆ, ಚರಂಡಿ ನಿರ್ಮಾಣ ಕಾಮಗಾರಿ ಹಾಗೂ ಗ್ರಾಮೀಣ ಭಾಗದ ಜನರಿಗೆ ಕುಡಿಯುವ ನೀರಿನ ಘಟಕಕ್ಕೆ ಚಾಲನೆ ನೀಡಿದರು. ಈ ಸಂದರ್ಭದಲ್ಲಿ ಗ್ರಾಮ ಪಂಚಾಯ್ತಿ ಮಾಜಿ ಅಧ್ಯಕ್ಷ, ಸದಸ್ಯರು, ಗ್ರಾಮಸ್ಥರು ಹಾಜರಿದ್ದರು. ಮುಂದಿನ ದಿನಗಳಲ್ಲಿ ಕ್ಷೇತ್ರದ ಎಲ್ಲಾ ಗ್ರಾಮಗಳಿಗೂ ಮೂಲಭೂತ ಸೌಲಭ್ಯ ಕಲ್ಪಿಸಲಾಗುವುದು ಎಂದು ಶಾಸಕರು ತಿಳಿಸಿದರು. <box>1143 1003 1508 1093</box>
lead-col2-text: ಬಿಜೆಪಿ ಪಕ್ಷಕ್ಕೆ ಕಾರ್ಯಕರ್ತರೇ ಶಕ್ತಿ. ಅದೇ ರೀತಿ ತುಮಕೂರು ಜಿಲ್ಲೆಯಲ್ಲಿ ಶಿರಾ ತಾಲೂಕು ಬಿಜೆಪಿ ಪಕ್ಷ ಅಧಿಕಾರಕ್ಕೆ ಬರಲು ಹೆಚ್ಚಿನ ಕೆಲಸ ಮಾಡಿ ಎಂದರು. ನರೇಂದ್ರ ಮೋದಿಯವರು 2014 ರಲ್ಲಿ ಕೇಂದ್ರದಲ್ಲಿ ಅಧಿಕಾರಕ್ಕೆ ಬಂದ ನಂತರ ದೇಶದಲ್ಲಿ ಹಲವಾರು ಬದಲಾವಣೆ ತಂದಿದ್ದಾರೆ. ಗ್ರಾಮೀಣ ಭಾಗದ ಜನರಿಗೆ ಕೇಂದ್ರ ಸರ್ಕಾರದ ಯೋಜನೆಗಳನ್ನು ತಲುಪಿಸುವ ಕೆಲಸ ಮಾಡಿ ಎಂದು ಕರೆ ನೀಡಿದರು. ಉಜ್ವಲ ಯೋಜನೆ, ಮುದ್ರಾ ಯೋಜನೆ, ಜನಧನ್ ಯೋಜನೆ ಸೇರಿದಂತೆ <box>239 516 410 651</box>
mobile-body <box>50 1390 410 1766</box>
folk-body <box>1143 1314 1508 1793</box>
jatre-col1-text: ಶಿರಾ: ಜಾತ್ರಾ ಮಹೋತ್ಸವಗಳು ಕೇವಲ ಧಾರ್ಮಿಕ ಆಚರಣೆಗಳಲ್ಲ ಅಲ್ಲ, ಅವು ಗ್ರಾಮೀಣ ಸಮಾಜದ ಒಗ್ಗಟ್ಟಿನ ಸಂಕೇತವಾಗಿದ್ದು, ಜನರಲ್ಲಿ ಭಕ್ತಿ, ನಂಬಿಕೆ ಮತ್ತು ಸಹಬಾಳ್ವೆಯನ್ನು ಬಲಪಡಿಸುವ ಪ್ರಮುಖ ಆಚರಣೆಗಳಾಗಿವೆ ಎಂದು ಶಾಸಕ ಡಾ. ಸಿ.ಎಂ. ರಾಜೇಶ್ ಗೌಡ ಹೇಳಿದರು. ಅವರು ಶಿರಾ ತಾಲೂಕು ಬೊಮ್ಮನಹಳ್ಳಿ ಗ್ರಾಮದಲ್ಲಿ ನಡೆದ ಶ್ರೀ ಕರಿಯಮ್ಮ ದೇವಿ ಜಾತ್ರಾ ಮಹೋತ್ಸವ ಕಾರ್ಯಕ್ರಮದಲ್ಲಿ ಭಾಗವಹಿಸಿ ಮಾತನಾಡಿದರು. 20 ವರ್ಷಗಳ ಬಳಿಕ ಕ್ಷೇತ್ರಕ್ಕೆ ಸ್ವಾಮಿ ಜಾತ್ರಾ ಮಹೋತ್ಸವ ನಡೆಯುತ್ತಿದ್ದು, ಜಾತ್ರೆಯಲ್ಲಿ ಭಕ್ತರು ಸಂಭ್ರಮದಿಂದ ಭಾಗವಹಿಸಿದ್ದಾರೆ. <box>421 1584 659 1704</box>
census-col3-text: ನೀಡಿ ಸಹಕರಿಸಬೇಕು ಎಂದು ಮನವಿ ಮಾಡಿದರು. ಈ ಬಾರಿ ಸಂಪೂರ್ಣ ಡಿಜಿಟಲ್ ರೂಪದಲ್ಲಿ ಗಣತಿ ನಡೆಯುತ್ತಿರುವುದು ಹೆಮ್ಮೆಯ ವಿಷಯ. ಸಾರ್ವಜನಿಕರು ಸ್ವಯಂ ಪ್ರೇರಿತರಾಗಿ ಸರಿಯಾದ ಮಾಹಿತಿ ನೀಡಬೇಕು. ತಹಶೀಲ್ದಾರ್ ಪುರಂದರ್, ತಾಲ್ಲೂಕು ಪಂಚಾಯಿತಿ ಕಾರ್ಯನಿರ್ವಾಹಕ ಅಧಿಕಾರಿ, ಪುರಸಭೆ ಮುಖ್ಯಾಧಿಕಾರಿ ಹಾಗೂ ಸಿಬ್ಬಂದಿ ಉಪಸ್ಥಿತರಿದ್ದರು. <box>899 1035 1131 1124</box>
samanate-col2-text: ಜೊತೆ ಕೆಲಸ ಮಾಡಿದ ಮಹನೀಯರು ಭಾರತದ ಇತಿಹಾಸ ಬದಲಾಯಿಸಿದರು ಎಂದರು. ಡಾ.ಶಿವಾನಂದ ಮಾತನಾಡಿ ಗ್ರಾಮೀಣ ಭಾಗದ ಜನತೆ ತಮ್ಮ ಹಕ್ಕುಗಳಿಗಾಗಿ ಹೋರಾಟ ಮಾಡಬೇಕು ಎಂದರು. ಈ ಸಂದರ್ಭದಲ್ಲಿ ಪ್ರಾಂಶುಪಾಲ ಆರ್.ವೆಂಕಟೇಶ್, ಮರಿಯಪ್ಪ, ಸಿದ್ದಲಿಂಗಯ್ಯ, ಬಾಲಕೃಷ್ಣ, ಉಪನ್ಯಾಸಕರು ಹಾಗೂ ವಿದ್ಯಾರ್ಥಿಗಳು ಭಾಗವಹಿಸಿದ್ದರು. <box>1240 504 1508 578</box>
section-rule <box>47 657 1509 659</box>
upa-col4 <box>1280 1878 1508 2307</box>
samanate-photo <box>1240 158 1508 496</box>
lead-col5 <box>768 197 961 653</box>
jatre-col1 <box>421 1582 659 1793</box>
upa-col3 <box>967 2155 1274 2307</box>
lead-photo <box>239 197 761 508</box>
